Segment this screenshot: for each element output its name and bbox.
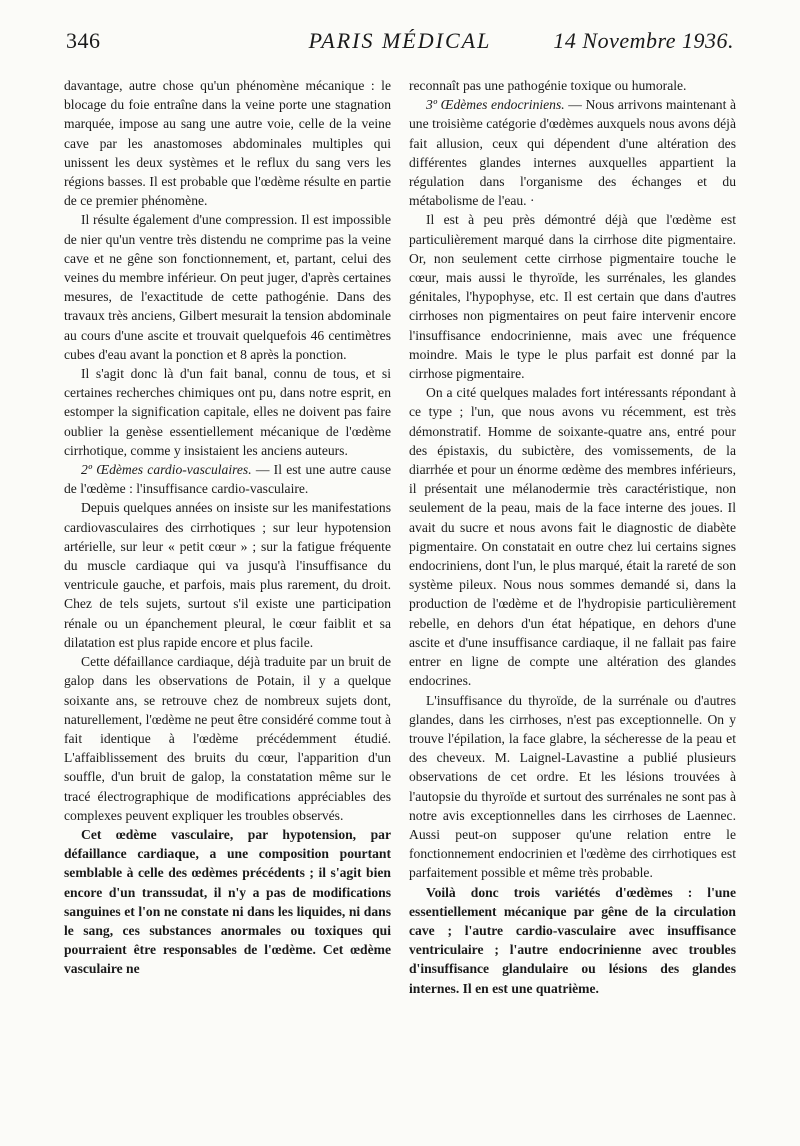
running-head xyxy=(66,28,734,62)
paragraph: davantage, autre chose qu'un phénomène mécanique : le blocage du foie entraîne dans la veine porte une stagnation marquée, impose au sang une autre voie, celle de la veine cave par les anastomoses abdominales multiples qui unissent les deux systèmes et le reflux du sang vers les régions basses. Il est probable que l'œdème résulte en partie de ce premier phénomène. xyxy=(64,78,391,209)
journal-title: PARIS MÉDICAL xyxy=(308,28,492,53)
paragraph: L'insuffisance du thyroïde, de la surrénale ou d'autres glandes, dans les cirrhoses, n'est pas exceptionnelle. On y trouve l'épilation, la face glabre, la sécheresse de la peau et des cheveux. M. Laignel-Lavastine a publié plusieurs observations de cet ordre. Et les lésions trouvées à l'autopsie du thyroïde et surtout des surrénales ne sont pas à notre avis exceptionnelles dans les cirrhoses de Laennec. Aussi peut-on supposer qu'une relation entre le fonctionnement endocrinien et l'œdème des cirrhotiques est parfaitement possible et même très probable. xyxy=(409,692,736,881)
paragraph: Il s'agit donc là d'un fait banal, connu de tous, et si certaines recherches chimiques ont pu, dans notre esprit, en estomper la signification capitale, elles ne doivent pas faire oublier la genèse essentiellement mécanique de l'œdème cirrhotique, comme y insistaient les anciens auteurs. xyxy=(64,366,391,458)
page-number: 346 xyxy=(66,28,101,53)
paragraph: Cet œdème vasculaire, par hypotension, par défaillance cardiaque, a une composition pourtant semblable à celle des œdèmes précédents ; il s'agit bien encore d'un transsudat, il n'y a pas de modifications sanguines et l'on ne constate ni dans les liquides, ni dans le sang, ces substances anormales ou toxiques qui pourraient être responsables de l'œdème. Cet œdème vasculaire ne xyxy=(64,826,391,977)
paragraph: Depuis quelques années on insiste sur les manifestations cardiovasculaires des cirrhotiques ; sur leur hypotension artérielle, sur leur « petit cœur » ; sur la fatigue fréquente du muscle cardiaque qui va jusqu'à l'insuffisance du ventricule gauche, et parfois, mais plus rarement, du droit. Chez de tels sujets, surtout s'il existe une participation rénale ou un épanchement pleural, le cœur faiblit et sa dilatation est plus rapide encore et plus facile. xyxy=(64,500,391,650)
section-endocrine xyxy=(409,95,736,210)
left-column xyxy=(64,76,391,979)
paragraph: Voilà donc trois variétés d'œdèmes : l'une essentiellement mécanique par gêne de la circulation cave ; l'autre cardio-vasculaire avec insuffisance ventriculaire ; l'autre endocrinienne avec troubles d'insuffisance glandulaire ou lésions des glandes internes. Il en est une quatrième. xyxy=(409,884,736,996)
issue-date: 14 Novembre 1936. xyxy=(553,28,734,53)
paragraph: reconnaît pas une pathogénie toxique ou humorale. xyxy=(409,78,687,93)
section-cardio-vascular xyxy=(64,460,391,498)
section-intro: — Il est une autre cause de l'œdème : l'insuffisance cardio-vasculaire. xyxy=(64,462,391,497)
paragraph: Il résulte également d'une compression. Il est impossible de nier qu'un ventre très distendu ne comprime pas la veine cave et ne gêne son fonctionnement, et, partant, celui des veines du membre inférieur. On peut juger, d'après certaines mesures, de l'exactitude de cette pathogénie. Dans des travaux très anciens, Gilbert mesurait la tension abdominale au cours d'une ascite et trouvait quelquefois 46 centimètres cubes d'eau avant la ponction et 8 après la ponction. xyxy=(64,212,391,362)
section-heading: 2º Œdèmes cardio-vasculaires. xyxy=(81,462,252,478)
paragraph: On a cité quelques malades fort intéressants répondant à ce type ; l'un, que nous avons vu récemment, est très démonstratif. Homme de soixante-quatre ans, entré pour des épistaxis, du subictère, des vomissements, de la diarrhée et pour un énorme œdème des membres inférieurs, il présentait une mélanodermie très caractéristique, non seulement de la peau, mais de la face interne des joues. Il avait du sucre et nous avons fait le diagnostic de diabète pigmentaire. On constatait en outre chez lui certains signes endocriniens, dont l'un, le plus marqué, était la rareté de son système pileux. Nous nous sommes demandé si, dans la production de l'œdème et de l'hydropisie particulièrement rebelle, en dehors d'un état hépatique, en dehors d'une ascite et d'une insuffisance cardiaque, il ne fallait pas faire entrer en ligne de compte une altération des glandes endocrines. xyxy=(409,385,736,689)
section-intro: — Nous arrivons maintenant à une troisième catégorie d'œdèmes auxquels nous avons déjà fait allusion, ceux qui dépendent d'une altération des différentes glandes internes auxquelles appartient la régulation dans l'organisme des échanges et du métabolisme de l'eau. · xyxy=(409,97,736,209)
paragraph: Il est à peu près démontré déjà que l'œdème est particulièrement marqué dans la cirrhose dite pigmentaire. Or, non seulement cette cirrhose pigmentaire touche le cœur, mais aussi le thyroïde, les surrénales, les glandes génitales, l'hypophyse, etc. Il est certain que dans d'autres cirrhoses non pigmentaires on peut faire intervenir encore l'insuffisance endocrinienne, mais avec une fréquence moindre. Mais le type le plus parfait est donné par la cirrhose pigmentaire. xyxy=(409,212,736,382)
column-gutter xyxy=(398,80,399,1080)
right-column xyxy=(409,76,736,998)
section-heading: 3º Œdèmes endocriniens. xyxy=(426,97,565,113)
paragraph: Cette défaillance cardiaque, déjà traduite par un bruit de galop dans les observations de Potain, il y a quelque soixante ans, se retrouve chez de nombreux sujets dont, naturellement, l'œdème ne peut être considéré comme tout à fait identique à l'œdème précédemment étudié. L'affaiblissement des bruits du cœur, l'apparition d'un souffle, d'un bruit de galop, la constatation même sur le tracé électrographique de modifications appréciables des complexes peuvent expliquer les troubles observés. xyxy=(64,654,391,823)
